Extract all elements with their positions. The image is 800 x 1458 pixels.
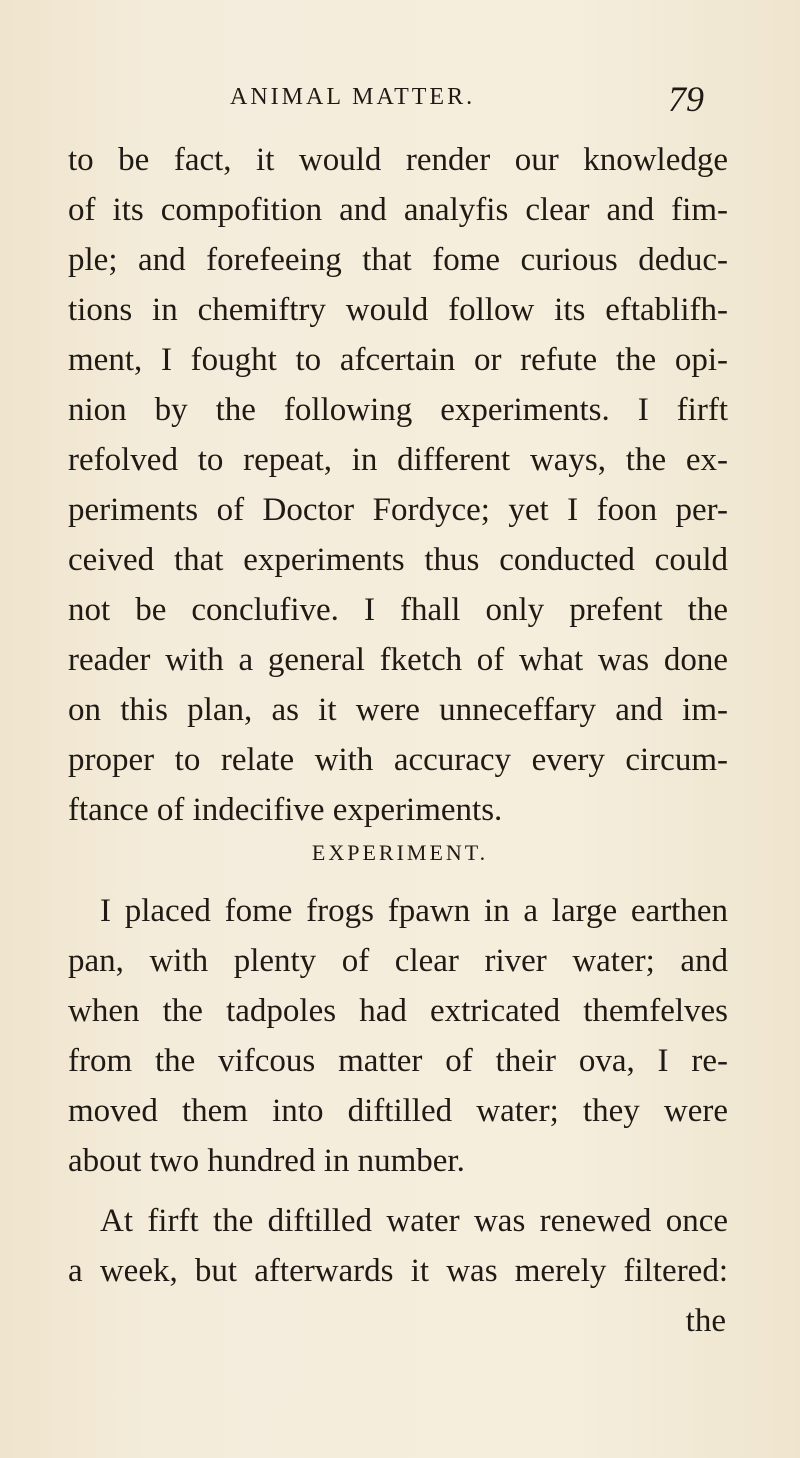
- text-line: not be conclufive. I fhall only prefent the: [68, 592, 728, 628]
- page-header: [0, 78, 800, 118]
- text-line: ceived that experiments thus conducted could: [68, 542, 728, 578]
- text-line: At firft the diftilled water was renewed once: [100, 1203, 728, 1239]
- text-line: from the vifcous matter of their ova, I re-: [68, 1043, 728, 1079]
- text-line: ftance of indecifive experiments.: [68, 792, 503, 828]
- text-line: a week, but afterwards it was merely filtered:: [68, 1253, 728, 1289]
- section-heading: EXPERIMENT.: [311, 840, 489, 865]
- text-line: about two hundred in number.: [68, 1143, 465, 1179]
- text-line: reader with a general fketch of what was done: [68, 642, 728, 678]
- catchword: the: [685, 1303, 726, 1339]
- text-line: pan, with plenty of clear river water; and: [68, 943, 728, 979]
- text-line: of its compofition and analyfis clear and fim-: [68, 192, 728, 228]
- text-line: I placed fome frogs fpawn in a large earthen: [100, 893, 728, 929]
- text-line: to be fact, it would render our knowledge: [68, 142, 728, 178]
- text-line: ple; and forefeeing that fome curious deduc-: [68, 242, 728, 278]
- running-title: ANIMAL MATTER.: [230, 84, 476, 110]
- text-line: tions in chemiftry would follow its eftablifh-: [68, 292, 728, 328]
- text-line: proper to relate with accuracy every circum-: [68, 742, 728, 778]
- text-line: refolved to repeat, in different ways, the ex-: [68, 442, 728, 478]
- text-line: nion by the following experiments. I firft: [68, 392, 728, 428]
- text-line: periments of Doctor Fordyce; yet I foon per-: [68, 492, 728, 528]
- text-line: on this plan, as it were unneceffary and im-: [68, 692, 728, 728]
- text-line: when the tadpoles had extricated themfelves: [68, 993, 728, 1029]
- page-number: 79: [668, 79, 704, 119]
- text-line: moved them into diftilled water; they were: [68, 1093, 728, 1129]
- text-line: ment, I fought to afcertain or refute the opi-: [68, 342, 728, 378]
